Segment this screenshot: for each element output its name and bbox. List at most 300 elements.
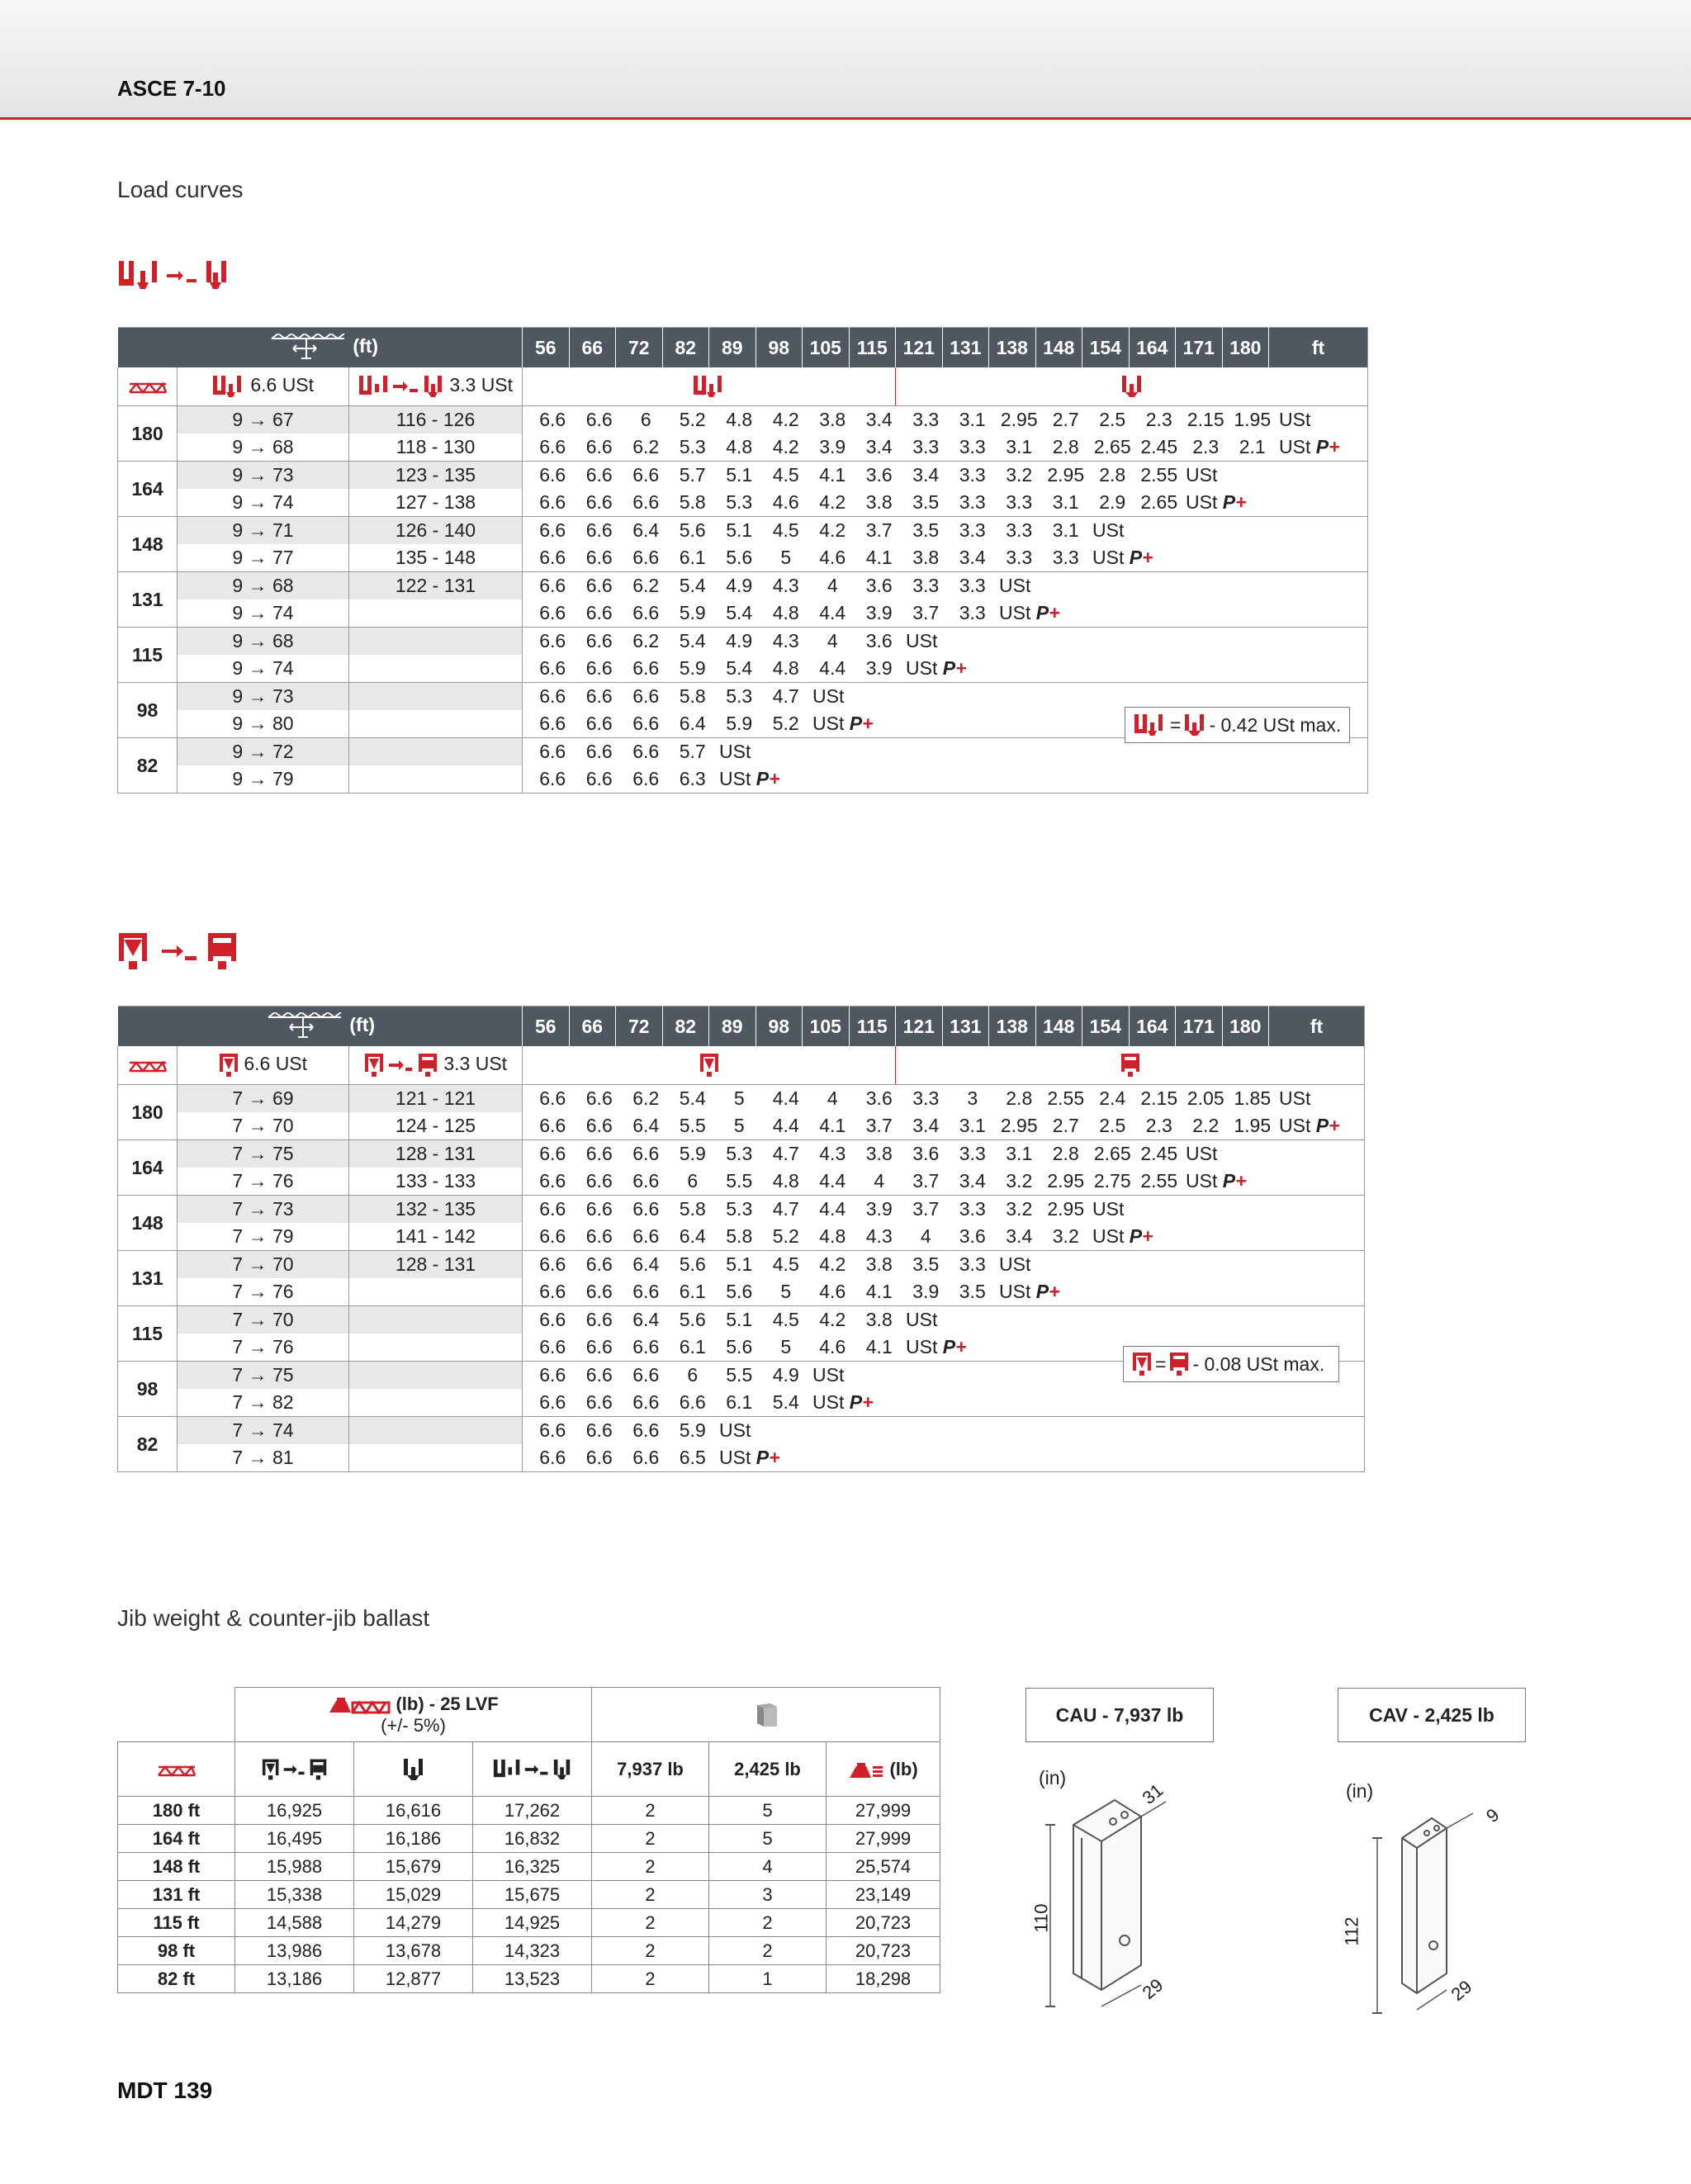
load-value: 6.6 — [585, 1364, 613, 1386]
load-value: 3.1 — [959, 1115, 986, 1136]
range-cell: 9 → 74 — [178, 655, 349, 683]
load-value: 3.7 — [865, 519, 893, 541]
load-value: 3.5 — [912, 519, 940, 541]
load-value: 2.4 — [1099, 1087, 1126, 1109]
load-value: 3.4 — [912, 1115, 940, 1136]
load-value: 6.6 — [539, 657, 566, 679]
load-value: 6 — [687, 1170, 699, 1191]
unit-suffix: USt — [1279, 409, 1311, 430]
jib-cell-b: 16,186 — [354, 1825, 473, 1853]
load-value: 6.6 — [585, 768, 613, 789]
p-plus-mark: P+ — [942, 657, 967, 679]
range-cell: 7 → 70 — [178, 1112, 349, 1140]
double-to-single-hook-icon — [358, 374, 444, 399]
load-value: 3.3 — [1006, 491, 1033, 513]
load-value: 5.9 — [679, 1419, 706, 1441]
jib-cell-n2: 5 — [709, 1825, 827, 1853]
load-value: 3.3 — [959, 1143, 986, 1164]
cau-unit: (in) — [1039, 1767, 1067, 1788]
jib-cell-n1: 2 — [592, 1965, 709, 1993]
tower-height-cell: 115 — [118, 1306, 178, 1362]
load-value: 2.65 — [1140, 491, 1178, 513]
load-value: 5.6 — [679, 519, 706, 541]
jib-cell-height: 164 ft — [118, 1825, 235, 1853]
load-value: 5.3 — [726, 1198, 753, 1220]
bottom-block-icon — [1132, 1352, 1152, 1376]
load-value: 3.8 — [865, 1253, 893, 1275]
values-cell — [523, 1085, 1365, 1113]
load-value: 3.7 — [912, 1170, 940, 1191]
jib-cell-total: 23,149 — [827, 1881, 940, 1909]
load-value: 4.1 — [865, 547, 893, 568]
load-value: 3.3 — [912, 409, 940, 430]
radius-header: 89 — [709, 1007, 756, 1047]
range2-cell — [349, 599, 523, 628]
range-cell: 9 → 72 — [178, 738, 349, 766]
load-value: 6.6 — [585, 464, 613, 486]
load-value: 6.6 — [539, 436, 566, 457]
range-cell: 7 → 70 — [178, 1251, 349, 1279]
jib-cell-height: 148 ft — [118, 1853, 235, 1881]
load-value: 5.4 — [679, 630, 706, 651]
load-value: 6.6 — [632, 1143, 660, 1164]
values-cell — [523, 683, 1368, 711]
radius-header: 121 — [896, 328, 943, 368]
load-value: 6.6 — [632, 685, 660, 707]
values-cell — [523, 628, 1368, 656]
load-value: 6.1 — [726, 1391, 753, 1413]
unit-suffix: USt — [906, 1309, 938, 1330]
range2-cell — [349, 1334, 523, 1362]
jib-cell-total: 27,999 — [827, 1825, 940, 1853]
range2-cell — [349, 1306, 523, 1334]
load-value: 2.5 — [1099, 1115, 1126, 1136]
load-value: 6.6 — [585, 602, 613, 623]
table-row — [118, 1112, 1365, 1140]
double-hook-icon — [693, 374, 726, 399]
load-value: 4.8 — [772, 602, 799, 623]
unit-suffix: USt — [999, 1281, 1031, 1302]
unit-suffix: USt — [999, 575, 1031, 596]
jib-cell-total: 27,999 — [827, 1797, 940, 1825]
radius-header: 98 — [756, 1007, 803, 1047]
load-value: 4 — [874, 1170, 885, 1191]
load-value: 3.3 — [912, 436, 940, 457]
load-value: 2.45 — [1140, 436, 1178, 457]
load-value: 3.3 — [1006, 547, 1033, 568]
jib-cell-a: 15,338 — [235, 1881, 354, 1909]
tower-height-cell: 98 — [118, 683, 178, 738]
load-value: 6.6 — [632, 713, 660, 734]
unit-suffix: USt — [1092, 547, 1125, 568]
load-value: 5.9 — [726, 713, 753, 734]
load-value: 3.1 — [1052, 519, 1079, 541]
jib-cell-total: 20,723 — [827, 1909, 940, 1937]
load-value: 2.95 — [1047, 464, 1085, 486]
bottom-block-icon — [699, 1053, 719, 1078]
range2-cell: 127 - 138 — [349, 489, 523, 517]
table-row — [118, 489, 1368, 517]
load-value: 6.6 — [585, 1447, 613, 1468]
load-value: 4.3 — [865, 1225, 893, 1247]
load-value: 4.6 — [819, 1336, 846, 1357]
load-value: 4.1 — [865, 1281, 893, 1302]
sub-col2-label: 3.3 USt — [443, 1053, 508, 1075]
range-cell: 7 → 70 — [178, 1306, 349, 1334]
load-value: 6.6 — [632, 1225, 660, 1247]
load-value: 6.6 — [632, 602, 660, 623]
unit-suffix: USt — [1092, 1225, 1125, 1247]
load-value: 3.1 — [1052, 491, 1079, 513]
radius-header: 56 — [523, 1007, 570, 1047]
top-band — [0, 0, 1691, 120]
tower-height-icon-cell — [118, 367, 178, 406]
range2-cell — [349, 1417, 523, 1445]
radius-header: 154 — [1082, 328, 1130, 368]
table-row — [118, 1251, 1365, 1279]
load-value: 6.2 — [632, 436, 660, 457]
load-value: 6.6 — [585, 741, 613, 762]
load-value: 6.6 — [539, 1225, 566, 1247]
radius-header: 56 — [523, 328, 570, 368]
load-value: 4.4 — [819, 602, 846, 623]
load-value: 4.2 — [819, 491, 846, 513]
values-cell — [523, 489, 1368, 517]
load-value: 5.8 — [726, 1225, 753, 1247]
load-value: 3.9 — [912, 1281, 940, 1302]
jib-cell-total: 20,723 — [827, 1937, 940, 1965]
table-row — [118, 655, 1368, 683]
jib-cell-total: 18,298 — [827, 1965, 940, 1993]
load-value: 6.6 — [632, 1391, 660, 1413]
load-value: 4.1 — [819, 1115, 846, 1136]
values-cell — [523, 1223, 1365, 1251]
load-value: 6.4 — [632, 1115, 660, 1136]
load-value: 4.4 — [772, 1115, 799, 1136]
load-value: 4.7 — [772, 685, 799, 707]
jib-weight-table — [117, 1687, 940, 1993]
range2-cell: 123 - 135 — [349, 462, 523, 490]
load-value: 3.1 — [1006, 436, 1033, 457]
load-value: 2.15 — [1187, 409, 1224, 430]
load-value: 6.6 — [539, 713, 566, 734]
load-value: 6.6 — [585, 1115, 613, 1136]
col-7937: 7,937 lb — [592, 1742, 709, 1797]
cau-width: 29 — [1138, 1974, 1168, 2004]
load-value: 5.1 — [726, 519, 753, 541]
load-value: 4.8 — [772, 657, 799, 679]
load-value: 4.6 — [772, 491, 799, 513]
radius-header: 180 — [1222, 1007, 1269, 1047]
radius-header: 138 — [989, 1007, 1036, 1047]
load-value: 2.1 — [1239, 436, 1266, 457]
load-value: 2.45 — [1140, 1143, 1178, 1164]
load-value: 6.6 — [539, 1115, 566, 1136]
load-value: 4.7 — [772, 1198, 799, 1220]
load-value: 5.4 — [726, 602, 753, 623]
load-value: 1.85 — [1234, 1087, 1272, 1109]
load-value: 5.3 — [726, 685, 753, 707]
total-ballast-icon — [848, 1761, 884, 1779]
radius-header: 148 — [1035, 1007, 1082, 1047]
load-value: 2.8 — [1052, 1143, 1079, 1164]
table-row — [118, 1417, 1365, 1445]
range-cell: 9 → 79 — [178, 765, 349, 794]
load-value: 5.2 — [772, 713, 799, 734]
load-value: 6.6 — [539, 602, 566, 623]
unit-suffix: USt — [1186, 464, 1218, 486]
table-row — [118, 1168, 1365, 1196]
unit-suffix: USt — [906, 630, 938, 651]
double-hook-icon — [1134, 713, 1167, 737]
range2-cell — [349, 655, 523, 683]
load-value: 6.6 — [632, 768, 660, 789]
load-value: 6.6 — [632, 657, 660, 679]
load-value: 5.9 — [679, 1143, 706, 1164]
tower-icon — [128, 381, 168, 394]
range-cell: 7 → 79 — [178, 1223, 349, 1251]
tower-height-cell: 148 — [118, 517, 178, 572]
load-value: 6.6 — [585, 436, 613, 457]
page-header-title: ASCE 7-10 — [117, 76, 226, 101]
load-value: 5 — [780, 1336, 792, 1357]
load-value: 6.6 — [539, 575, 566, 596]
col-total: (lb) — [889, 1758, 918, 1779]
sub-col1-label: 6.6 USt — [250, 374, 315, 396]
single-hook-icon — [403, 1757, 424, 1782]
load-value: 5.1 — [726, 1309, 753, 1330]
load-value: 2.9 — [1099, 491, 1126, 513]
jib-cell-n2: 4 — [709, 1853, 827, 1881]
load-value: 3.1 — [959, 409, 986, 430]
range-cell: 7 → 76 — [178, 1278, 349, 1306]
load-value: 3.8 — [865, 1143, 893, 1164]
load-value: 5.9 — [679, 602, 706, 623]
load-value: 2.3 — [1192, 436, 1220, 457]
unit-suffix: USt — [1279, 1087, 1311, 1109]
jib-cell-c: 14,925 — [473, 1909, 592, 1937]
cav-width: 29 — [1447, 1976, 1476, 2006]
cau-height: 110 — [1030, 1903, 1052, 1933]
load-value: 3.2 — [1006, 1198, 1033, 1220]
load-value: 6.6 — [585, 409, 613, 430]
tower-height-cell: 180 — [118, 406, 178, 462]
range2-cell — [349, 683, 523, 711]
load-value: 4.3 — [819, 1143, 846, 1164]
radius-header: 115 — [849, 328, 896, 368]
p-plus-mark: P+ — [1129, 547, 1153, 568]
load-value: 6.6 — [585, 685, 613, 707]
load-value: 3.3 — [959, 436, 986, 457]
table-row — [118, 572, 1368, 600]
tower-height-cell: 82 — [118, 1417, 178, 1472]
range-cell: 7 → 73 — [178, 1196, 349, 1224]
range-cell: 7 → 82 — [178, 1389, 349, 1417]
load-value: 2.95 — [1047, 1198, 1085, 1220]
load-value: 4.5 — [772, 464, 799, 486]
table-row — [118, 1306, 1365, 1334]
load-value: 6.6 — [632, 1364, 660, 1386]
jib-cell-b: 14,279 — [354, 1909, 473, 1937]
cau-label: CAU - 7,937 lb — [1025, 1688, 1214, 1742]
radius-header: 148 — [1035, 328, 1082, 368]
double-hook-icon — [212, 374, 245, 399]
jib-cell-n1: 2 — [592, 1937, 709, 1965]
load-value: 6.6 — [539, 685, 566, 707]
unit-suffix: USt — [1186, 1170, 1218, 1191]
jib-header-tolerance: (+/- 5%) — [381, 1714, 446, 1736]
note-box-2: = - 0.08 USt max. — [1123, 1346, 1339, 1382]
load-value: 3.2 — [1006, 464, 1033, 486]
col-2425: 2,425 lb — [709, 1742, 827, 1797]
range2-cell: 141 - 142 — [349, 1223, 523, 1251]
load-value: 5.9 — [679, 657, 706, 679]
unit-suffix: USt — [812, 713, 845, 734]
range2-cell — [349, 1362, 523, 1390]
unit-suffix: USt — [906, 657, 938, 679]
jib-cell-b: 16,616 — [354, 1797, 473, 1825]
load-value: 6.6 — [585, 1198, 613, 1220]
load-value: 4.1 — [819, 464, 846, 486]
load-value: 6.6 — [539, 1419, 566, 1441]
range2-cell: 121 - 121 — [349, 1085, 523, 1113]
jib-radius-icon — [265, 1012, 344, 1040]
p-plus-mark: P+ — [942, 1336, 967, 1357]
p-plus-mark: P+ — [1035, 602, 1060, 623]
load-value: 6.6 — [539, 519, 566, 541]
table-row — [118, 1085, 1365, 1113]
load-value: 2.8 — [1006, 1087, 1033, 1109]
radius-header: 105 — [803, 1007, 850, 1047]
p-plus-mark: P+ — [1129, 1225, 1153, 1247]
load-value: 6.6 — [539, 1364, 566, 1386]
range-cell: 9 → 74 — [178, 599, 349, 628]
load-value: 3.3 — [959, 602, 986, 623]
load-value: 4.4 — [819, 657, 846, 679]
unit-suffix: USt — [719, 768, 751, 789]
range-cell: 9 → 67 — [178, 406, 349, 434]
load-value: 3.2 — [1006, 1170, 1033, 1191]
load-value: 6.3 — [679, 768, 706, 789]
load-value: 3.3 — [959, 464, 986, 486]
load-value: 5.1 — [726, 1253, 753, 1275]
values-cell — [523, 406, 1368, 434]
table-row — [118, 765, 1368, 794]
load-value: 6.6 — [585, 1281, 613, 1302]
range2-cell: 116 - 126 — [349, 406, 523, 434]
jib-cell-a: 13,186 — [235, 1965, 354, 1993]
range-cell: 7 → 69 — [178, 1085, 349, 1113]
load-value: 3.4 — [865, 436, 893, 457]
jib-cell-n2: 5 — [709, 1797, 827, 1825]
load-value: 4.4 — [819, 1170, 846, 1191]
radius-header: 72 — [616, 1007, 663, 1047]
range-cell: 9 → 71 — [178, 517, 349, 545]
table-row — [118, 1909, 940, 1937]
radius-header: 154 — [1082, 1007, 1130, 1047]
load-value: 3.3 — [959, 491, 986, 513]
load-value: 3.3 — [912, 575, 940, 596]
unit-suffix: USt — [719, 1447, 751, 1468]
load-value: 5.3 — [726, 491, 753, 513]
range-cell: 9 → 77 — [178, 544, 349, 572]
load-value: 5.7 — [679, 464, 706, 486]
table-row — [118, 1444, 1365, 1472]
values-cell — [523, 1444, 1365, 1472]
load-value: 6.1 — [679, 1281, 706, 1302]
load-value: 4.8 — [726, 436, 753, 457]
radius-header: 164 — [1129, 1007, 1176, 1047]
table-row — [118, 628, 1368, 656]
range2-cell — [349, 765, 523, 794]
radius-header: 115 — [849, 1007, 896, 1047]
jib-cell-height: 180 ft — [118, 1797, 235, 1825]
range2-cell — [349, 1389, 523, 1417]
values-cell — [523, 655, 1368, 683]
jib-cell-a: 16,495 — [235, 1825, 354, 1853]
load-value: 5.2 — [772, 1225, 799, 1247]
unit-suffix: USt — [1186, 491, 1218, 513]
ballast-block-icon — [754, 1702, 779, 1728]
load-value: 6.1 — [679, 547, 706, 568]
load-value: 6.6 — [632, 1281, 660, 1302]
load-value: 2.8 — [1099, 464, 1126, 486]
values-cell — [523, 517, 1368, 545]
range-cell: 9 → 68 — [178, 628, 349, 656]
cav-label: CAV - 2,425 lb — [1338, 1688, 1526, 1742]
jib-cell-n2: 2 — [709, 1909, 827, 1937]
jib-cell-n2: 2 — [709, 1937, 827, 1965]
load-value: 5.4 — [679, 575, 706, 596]
load-value: 3.9 — [819, 436, 846, 457]
jib-cell-c: 17,262 — [473, 1797, 592, 1825]
range2-cell — [349, 1278, 523, 1306]
load-value: 3.4 — [865, 409, 893, 430]
load-value: 6.5 — [679, 1447, 706, 1468]
note-text: - 0.08 USt max. — [1192, 1353, 1325, 1375]
bottom-block-to-top-block-icon — [117, 931, 239, 977]
load-value: 4.3 — [772, 575, 799, 596]
load-value: 3.2 — [1052, 1225, 1079, 1247]
load-value: 5.8 — [679, 491, 706, 513]
range2-cell: 124 - 125 — [349, 1112, 523, 1140]
jib-cell-height: 82 ft — [118, 1965, 235, 1993]
top-block-icon — [1120, 1053, 1140, 1078]
load-value: 3.5 — [959, 1281, 986, 1302]
load-value: 6.6 — [585, 713, 613, 734]
unit-suffix: USt — [1186, 1143, 1218, 1164]
load-value: 6.1 — [679, 1336, 706, 1357]
unit-suffix: USt — [719, 1419, 751, 1441]
load-value: 3.3 — [959, 575, 986, 596]
load-value: 6.6 — [585, 1253, 613, 1275]
load-value: 6.6 — [539, 1253, 566, 1275]
bottom-to-top-block-icon — [262, 1757, 328, 1782]
load-value: 5.3 — [679, 436, 706, 457]
range2-cell: 126 - 140 — [349, 517, 523, 545]
unit-suffix: USt — [999, 602, 1031, 623]
load-value: 6.6 — [632, 547, 660, 568]
values-cell — [523, 1251, 1365, 1279]
radius-header: 66 — [569, 328, 616, 368]
load-value: 4.6 — [819, 1281, 846, 1302]
header-unit: (ft) — [349, 1014, 376, 1036]
load-value: 6.6 — [539, 1309, 566, 1330]
load-value: 6.6 — [679, 1391, 706, 1413]
tower-height-cell: 164 — [118, 1140, 178, 1196]
load-value: 4.2 — [819, 519, 846, 541]
jib-cell-a: 14,588 — [235, 1909, 354, 1937]
